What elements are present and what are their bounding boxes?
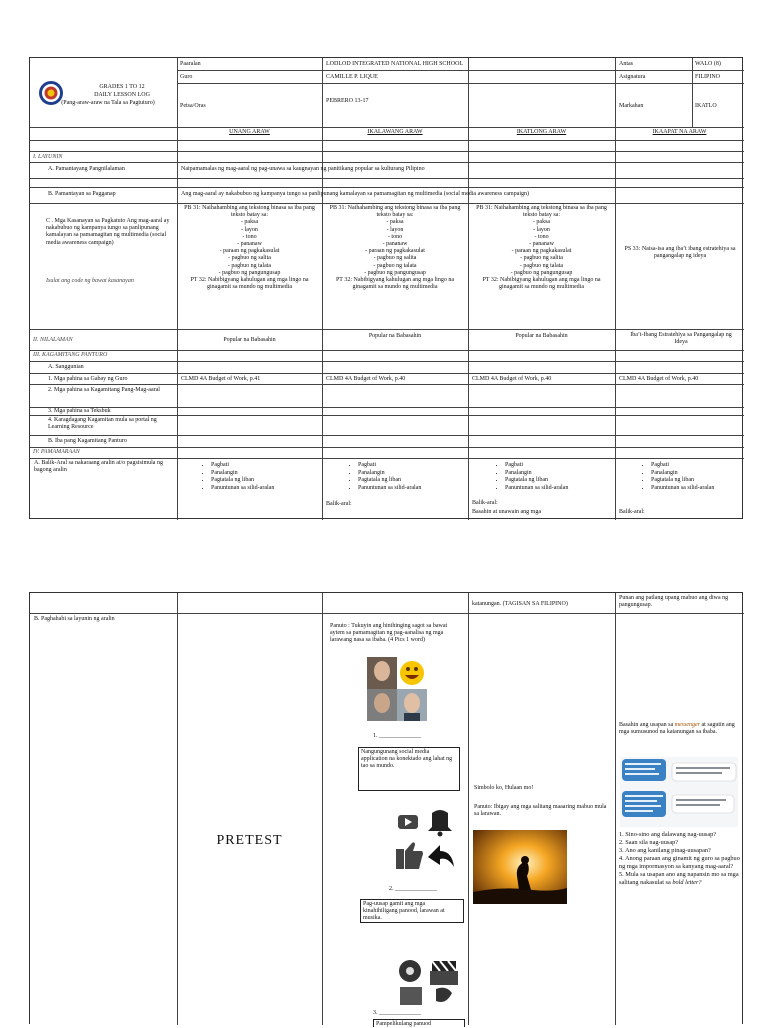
film-icons-collage bbox=[396, 957, 460, 1007]
list-item: • Pagbati bbox=[651, 462, 740, 470]
list-item: • Panalangin bbox=[358, 470, 467, 478]
gabay-day-2: CLMD 4A Budget of Work, p.40 bbox=[326, 376, 406, 382]
day-2-panuto: Panuto : Tukuyin ang hinihinging sagot sa bawat aytem sa pamamagitan ng pag-aanalisa ng mga larawang nasa sa ibaba. (4 Pics 1 word) bbox=[330, 623, 448, 644]
question-item: 2. Saan sila nag-uusap? bbox=[619, 839, 679, 846]
competency-day-3: PB 31: Naihahambing ang tekstong binasa sa iba pang teksto batay sa: - paksa - layon - tono - pananaw - paraan ng pagkakasulat - pagbuo ng salita - pagbuo ng talata - pagbuo ng pangungusap PT 32: Nabibigyang kahulugan ang mga lingo na ginagamit sa mundo ng multimedia bbox=[476, 205, 607, 291]
question-item: 5. Mula sa usapan ano ang napansin mo sa mga salitang nakasulat sa bold letter? bbox=[619, 871, 739, 886]
paaralan-label: Paaralan bbox=[180, 61, 201, 67]
nilalaman-heading: II. NILALAMAN bbox=[33, 337, 73, 343]
list-item: • Pagtatala ng liban bbox=[651, 477, 740, 485]
list-item: • Panuntunan sa silid-aralan bbox=[651, 485, 740, 493]
antas-label: Antas bbox=[619, 61, 633, 67]
list-item: • Pagbati bbox=[505, 462, 614, 470]
nilalaman-day-1: Popular na Babasahin bbox=[223, 337, 276, 343]
competency-day-2: PB 31: Naihahambing ang tekstong binasa sa iba pang teksto batay sa: - paksa - layon - tono - pananaw - paraan ng pagkakasulat - pagbuo ng salita - pagbuo ng talata - pagbuo ng pangungusap PT 32: Nabibigyang kahulugan ang mga lingo na ginagamit sa mundo ng multimedia bbox=[329, 205, 461, 291]
question-item: 3. Ano ang kanilang pinag-uusapan? bbox=[619, 847, 711, 854]
day-header-2: IKALAWANG ARAW bbox=[367, 129, 423, 135]
markahan-value: IKATLO bbox=[695, 103, 717, 109]
gabay-day-3: CLMD 4A Budget of Work, p.40 bbox=[472, 376, 552, 382]
balik-aral-day-3 bbox=[489, 462, 614, 492]
balik-aral-note-day-2: Balik-aral: bbox=[326, 501, 352, 507]
nilalaman-day-2: Popular na Babasahin bbox=[368, 333, 422, 339]
messenger-chat-screenshot bbox=[620, 757, 738, 827]
list-item: • Panuntunan sa silid-aralan bbox=[211, 485, 320, 493]
asignatura-value: FILIPINO bbox=[695, 74, 720, 80]
day-2-clue-box-2: Pag-uusap gamit ang mga kinahihiligang panood, larawan at musika. bbox=[360, 899, 464, 923]
day-3-panuto: Panuto: Ibigay ang mga salitang maaaring mabuo mula sa larawan. bbox=[474, 804, 607, 818]
sanggunian-label: A. Sanggunian bbox=[48, 364, 84, 370]
list-item: • Pagbati bbox=[358, 462, 467, 470]
nilalaman-day-4: Iba’t-Ibang Estratehiya sa Pangangalap ng Ideya bbox=[630, 332, 732, 346]
balik-aral-note-day-3: Balik-aral: bbox=[472, 500, 498, 506]
media-icons-collage bbox=[392, 805, 456, 877]
karagdagang-label: 4. Karagdagang Kagamitan mula sa portal ng Learning Resource bbox=[48, 417, 157, 431]
balik-aral-note-day-4: Balik-aral: bbox=[619, 509, 645, 515]
pamantayan-pagganap-value: Ang mag-aaral ay nakabubuo ng kampanya tungo sa panlipunang kamalayan sa pamamagitan ng multimedia (social media awareness campaign) bbox=[181, 191, 530, 197]
celebrity-photos-collage bbox=[367, 657, 427, 721]
kasanayan-note: Isulat ang code ng bawat kasanayan bbox=[46, 278, 134, 284]
nilalaman-day-3: Popular na Babasahin bbox=[515, 333, 568, 339]
balik-aral-day-1 bbox=[195, 462, 320, 492]
list-item: • Pagtatala ng liban bbox=[211, 477, 320, 485]
header-grades: GRADES 1 TO 12 bbox=[99, 84, 145, 90]
list-item: • Pagbati bbox=[211, 462, 320, 470]
day-4-questions bbox=[619, 831, 741, 887]
petsa-label: Petsa/Oras bbox=[180, 103, 206, 109]
day-2-blank-2: 2. ______________ bbox=[389, 886, 437, 892]
day-2-clue-box-3: Pampelikulang panuod bbox=[373, 1019, 465, 1027]
day-3-simbolo: Simbolo ko, Hulaan mo! bbox=[474, 785, 534, 791]
list-item: • Panalangin bbox=[505, 470, 614, 478]
list-item: • Panuntunan sa silid-aralan bbox=[505, 485, 614, 493]
list-item: • Panalangin bbox=[651, 470, 740, 478]
day-3-top-text: katanungan. (TAGISAN SA FILIPINO) bbox=[472, 601, 568, 607]
dll-page-1 bbox=[29, 57, 743, 519]
paaralan-value: LODLOD INTEGRATED NATIONAL HIGH SCHOOL bbox=[326, 61, 464, 67]
dll-page-2 bbox=[29, 592, 743, 1027]
pamamaraan-heading: IV. PAMAMARAAN bbox=[33, 449, 80, 455]
iba-pang-label: B. Iba pang Kagamitang Panturo bbox=[48, 438, 127, 444]
kagamitang-heading: III. KAGAMITANG PANTURO bbox=[33, 352, 108, 358]
guro-label: Guro bbox=[180, 74, 193, 80]
competency-day-1: PB 31: Naihahambing ang tekstong binasa sa iba pang teksto batay sa: - paksa - layon - tono - pananaw - paraan ng pagkakasulat - pagbuo ng salita - pagbuo ng talata - pagbuo ng pangungusap PT 32: Nabibigyang kahulugan ang mga lingo na ginagamit sa mundo ng multimedia bbox=[184, 205, 315, 291]
day-4-basahin: Basahin ang usapan sa messenger at sagutin ang mga sumusunod na katanungan sa ibaba. bbox=[619, 722, 735, 736]
balik-aral-label: A. Balik-Aral sa nakaraang aralin at/o pagsisimula ng bagong aralin bbox=[34, 460, 163, 474]
list-item: • Panalangin bbox=[211, 470, 320, 478]
pamantayan-pagganap-label: B. Pamantayan sa Pagganap bbox=[48, 191, 116, 197]
day-2-blank-3: 3. ______________ bbox=[373, 1010, 421, 1016]
competency-day-4: PS 33: Naisa-isa ang iba’t ibang estratehiya sa pangangalap ng ideya bbox=[624, 246, 736, 260]
kagamitang-mag-aaral-label: 2. Mga pahina sa Kagamitang Pang-Mag-aaral bbox=[48, 387, 160, 393]
antas-value: WALO (8) bbox=[695, 61, 721, 67]
day-4-top-text: Punan ang patlang upang mabuo ang diwa ng pangungusap. bbox=[619, 595, 729, 609]
teksbuk-label: 3. Mga pahina sa Teksbuk bbox=[48, 408, 111, 414]
day-3-extra-text: Basahin at unawain ang mga bbox=[472, 509, 541, 515]
day-header-1: UNANG ARAW bbox=[229, 129, 270, 135]
markahan-label: Markahan bbox=[619, 103, 644, 109]
day-header-4: IKAAPAT NA ARAW bbox=[652, 129, 707, 135]
header-dll-subtitle: (Pang-araw-araw na Tala sa Pagtuturo) bbox=[61, 100, 155, 106]
paghahabi-label: B. Paghahabi sa layunin ng aralin bbox=[34, 616, 115, 622]
asignatura-label: Asignatura bbox=[619, 74, 646, 80]
day-2-blank-1: 1. ______________ bbox=[373, 733, 421, 739]
petsa-value: PEBRERO 13-17 bbox=[326, 98, 369, 104]
balik-aral-day-2 bbox=[342, 462, 467, 492]
pamantayan-pangnilalaman-value: Naipamamalas ng mag-aaral ng pag-unawa sa kaugnayan ng panitikang popular sa kulturang Pilipino bbox=[181, 166, 425, 172]
question-item: 1. Sino-sino ang dalawang nag-uusap? bbox=[619, 831, 717, 838]
gabay-day-1: CLMD 4A Budget of Work, p.41 bbox=[181, 376, 261, 382]
pretest-title: PRETEST bbox=[216, 833, 283, 848]
layunin-heading: I. LAYUNIN bbox=[33, 154, 63, 160]
gabay-day-4: CLMD 4A Budget of Work, p.40 bbox=[619, 376, 699, 382]
kasanayan-label: C . Mga Kasanayan sa Pagkatuto Ang mag-aaral ay nakabubuo ng kampanya tungo sa panlipunang kamalayan sa pamamagitan ng multimedia (social media awareness campaign) bbox=[46, 218, 170, 246]
list-item: • Pagtatala ng liban bbox=[505, 477, 614, 485]
balik-aral-day-4 bbox=[635, 462, 740, 492]
header-dll-title: DAILY LESSON LOG bbox=[94, 92, 150, 98]
list-item: • Panuntunan sa silid-aralan bbox=[358, 485, 467, 493]
day-header-3: IKATLONG ARAW bbox=[516, 129, 567, 135]
list-item: • Pagtatala ng liban bbox=[358, 477, 467, 485]
guro-value: CAMILLE P. LIQUE bbox=[326, 74, 378, 80]
gabay-label: 1. Mga pahina sa Gabay ng Guro bbox=[48, 376, 128, 382]
day-2-clue-box-1: Nangungunang social media application na konektado ang lahat ng tao sa mundo. bbox=[358, 747, 460, 791]
sunset-silhouette-photo bbox=[473, 830, 567, 904]
pamantayan-pangnilalaman-label: A. Pamantayang Pangnilalaman bbox=[48, 166, 125, 172]
question-item: 4. Anong paraan ang ginamit ng guro sa pagbuo ng mga impormasyon sa kanyang mag-aaral? bbox=[619, 855, 740, 870]
